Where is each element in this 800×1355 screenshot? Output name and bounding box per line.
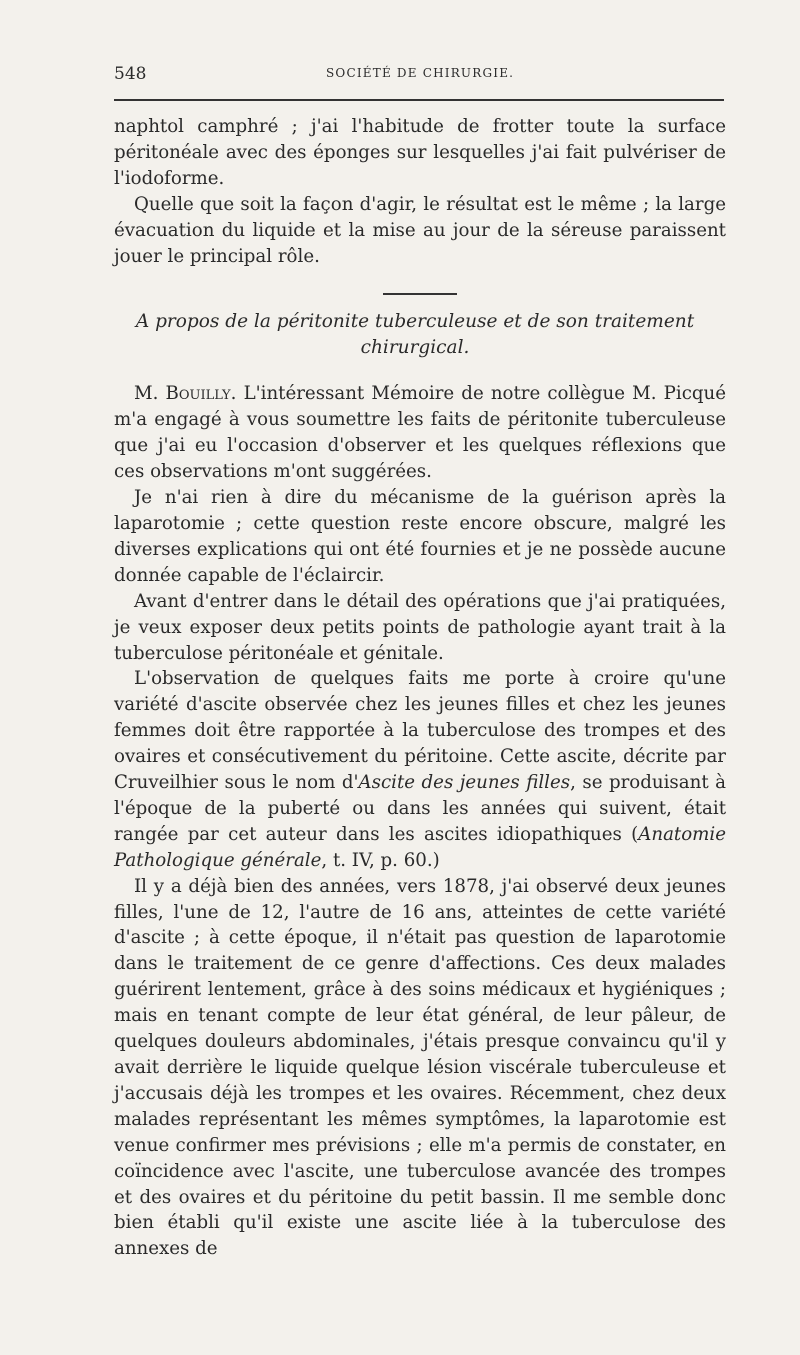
text-run: , t. IV, p. 60.)	[321, 849, 440, 871]
italic-term: Ascite des jeunes filles	[358, 772, 571, 794]
text-run: , se produisant à l'époque de la puberté ou dans les années qui suivent, était rangée par cet auteur dans les ascites idiopathiques (	[114, 772, 726, 845]
paragraph	[114, 666, 726, 873]
page-number: 548	[114, 64, 147, 84]
running-head: SOCIÉTÉ DE CHIRURGIE.	[326, 66, 515, 80]
speaker-text: L'intéressant Mémoire de notre collègue M. Picqué m'a engagé à vous soumettre les faits de péritonite tuberculeuse que j'ai eu l'occasion d'observer et les quelques réflexions que ces observations m'ont suggérées.	[114, 383, 726, 483]
page-header	[114, 64, 724, 88]
paragraph: Quelle que soit la façon d'agir, le résultat est le même ; la large évacuation du liquide et la mise au jour de la séreuse paraissent jouer le principal rôle.	[114, 193, 726, 267]
paragraph: Avant d'entrer dans le détail des opérations que j'ai pratiquées, je veux exposer deux petits points de pathologie ayant trait à la tuberculose péritonéale et génitale.	[114, 590, 726, 664]
paragraph: naphtol camphré ; j'ai l'habitude de frotter toute la surface péritonéale avec des éponges sur lesquelles j'ai fait pulvériser de l'iodoforme.	[114, 116, 726, 189]
header-rule	[114, 99, 724, 101]
paragraph: Je n'ai rien à dire du mécanisme de la guérison après la laparotomie ; cette question reste encore obscure, malgré les diverses explications qui ont été fournies et je ne possède aucune donnée capable de l'éclaircir.	[114, 487, 726, 586]
speaker-paragraph	[114, 381, 726, 485]
body-text	[114, 114, 726, 1262]
text-run: L'observation de quelques faits me porte à croire qu'une variété d'ascite observée chez les jeunes filles et chez les jeunes femmes doit être rapportée à la tuberculose des trompes et des ovaires et consécutivement du péritoine. Cette ascite, décrite par Cruveilhier sous le nom d'	[114, 668, 726, 794]
section-title: A propos de la péritonite tuberculeuse et de son traitement chirurgical.	[135, 311, 695, 359]
section-separator	[383, 293, 457, 295]
paragraph: Il y a déjà bien des années, vers 1878, j'ai observé deux jeunes filles, l'une de 12, l'autre de 16 ans, atteintes de cette variété d'ascite ; à cette époque, il n'était pas question de laparotomie dans le traitement de ce genre d'affections. Ces deux malades guérirent lentement, grâce à des soins médicaux et hygiéniques ; mais en tenant compte de leur état général, de leur pâleur, de quelques douleurs abdominales, j'étais presque convaincu qu'il y avait derrière le liquide quelque lésion viscérale tuberculeuse et j'accusais déjà les trompes et les ovaires. Récemment, chez deux malades représentant les mêmes symptômes, la laparotomie est venue confirmer mes prévisions ; elle m'a permis de constater, en coïncidence avec l'ascite, une tuberculose avancée des trompes et des ovaires et du péritoine du petit bassin. Il me semble donc bien établi qu'il existe une ascite liée à la tuberculose des annexes de	[114, 875, 726, 1260]
italic-citation: Anatomie Pathologique générale	[114, 823, 726, 871]
speaker-name: M. Bouilly.	[134, 383, 237, 405]
